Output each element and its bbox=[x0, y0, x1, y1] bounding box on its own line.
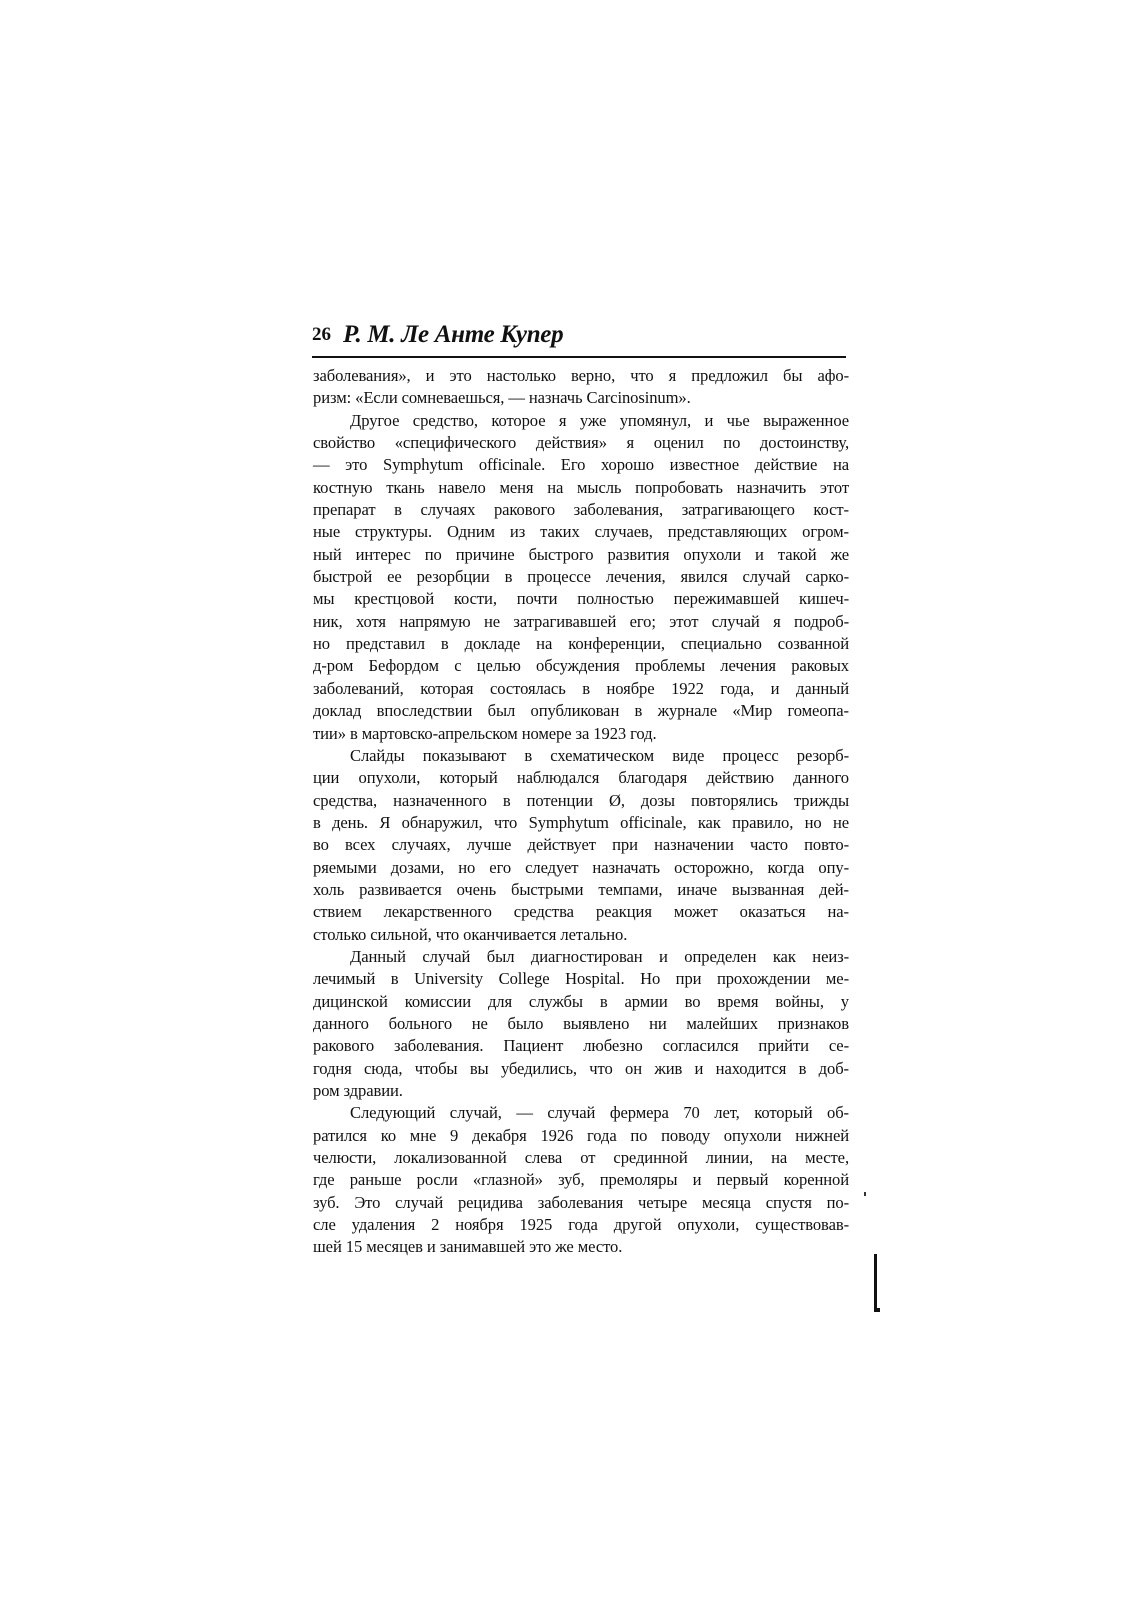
text-line: челюсти, локализованной слева от срединной линии, на месте, bbox=[313, 1148, 849, 1168]
page-number: 26 bbox=[312, 324, 331, 345]
text-line: в день. Я обнаружил, что Symphytum officinale, как правило, но не bbox=[313, 812, 849, 832]
text-line: но представил в докладе на конференции, специально созванной bbox=[313, 634, 849, 654]
text-line: ризм: «Если сомневаешься, — назначь Carcinosinum». bbox=[313, 388, 691, 408]
body-text bbox=[313, 365, 849, 1259]
text-line: Следующий случай, — случай фермера 70 лет, который об- bbox=[350, 1103, 849, 1123]
text-line: ник, хотя напрямую не затрагивавшей его; этот случай я подроб- bbox=[313, 611, 849, 631]
text-line: быстрой ее резорбции в процессе лечения, явился случай сарко- bbox=[313, 567, 849, 587]
page-header bbox=[312, 322, 846, 358]
text-line: ром здравии. bbox=[313, 1081, 403, 1100]
text-line: Другое средство, которое я уже упомянул, и чье выраженное bbox=[350, 410, 849, 430]
text-line: Слайды показывают в схематическом виде процесс резорб- bbox=[350, 745, 849, 765]
text-line: холь развивается очень быстрыми темпами, иначе вызванная дей- bbox=[313, 879, 849, 899]
text-line: — это Symphytum officinale. Его хорошо известное действие на bbox=[313, 455, 849, 475]
text-line: препарат в случаях ракового заболевания, затрагивающего кост- bbox=[313, 500, 849, 520]
text-line: где раньше росли «глазной» зуб, премоляры и первый коренной bbox=[313, 1170, 849, 1190]
text-line: ратился ко мне 9 декабря 1926 года по поводу опухоли нижней bbox=[313, 1125, 849, 1145]
text-line: во всех случаях, лучше действует при назначении часто повто- bbox=[313, 835, 849, 855]
text-line: ствием лекарственного средства реакция может оказаться на- bbox=[313, 902, 849, 922]
text-line: дицинской комиссии для службы в армии во время войны, у bbox=[313, 991, 849, 1011]
scan-speck bbox=[864, 1192, 866, 1196]
text-line: заболевания», и это настолько верно, что я предложил бы афо- bbox=[313, 366, 849, 385]
text-line: заболеваний, которая состоялась в ноябре 1922 года, и данный bbox=[313, 678, 849, 698]
text-line: ный интерес по причине быстрого развития опухоли и такой же bbox=[313, 544, 849, 564]
text-line: ные структуры. Одним из таких случаев, представляющих огром- bbox=[313, 522, 849, 542]
text-line: ракового заболевания. Пациент любезно согласился прийти се- bbox=[313, 1036, 849, 1056]
text-line: Данный случай был диагностирован и определен как неиз- bbox=[350, 946, 849, 966]
text-line: лечимый в University College Hospital. Но при прохождении ме- bbox=[313, 969, 849, 989]
text-line: годня сюда, чтобы вы убедились, что он жив и находится в доб- bbox=[313, 1058, 849, 1078]
text-line: д-ром Бефордом с целью обсуждения проблемы лечения раковых bbox=[313, 656, 849, 676]
text-line: ряемыми дозами, но его следует назначать осторожно, когда опу- bbox=[313, 857, 849, 877]
scan-margin-mark-foot bbox=[874, 1308, 880, 1312]
text-line: ции опухоли, который наблюдался благодаря действию данного bbox=[313, 768, 849, 788]
running-head: Р. М. Ле Анте Купер bbox=[343, 321, 564, 348]
text-line: столько сильной, что оканчивается летально. bbox=[313, 924, 628, 944]
text-line: средства, назначенного в потенции Ø, дозы повторялись трижды bbox=[313, 790, 849, 810]
text-line: доклад впоследствии был опубликован в журнале «Мир гомеопа- bbox=[313, 701, 849, 721]
text-line: данного больного не было выявлено ни малейших признаков bbox=[313, 1013, 849, 1033]
scan-margin-mark bbox=[874, 1254, 877, 1312]
text-line: костную ткань навело меня на мысль попробовать назначить этот bbox=[313, 477, 849, 497]
text-line: свойство «специфического действия» я оценил по достоинству, bbox=[313, 433, 849, 453]
text-line: тии» в мартовско-апрельском номере за 1923 год. bbox=[313, 723, 657, 743]
text-line: зуб. Это случай рецидива заболевания четыре месяца спустя по- bbox=[313, 1192, 849, 1212]
text-line: шей 15 месяцев и занимавшей это же место. bbox=[313, 1237, 623, 1257]
text-line: сле удаления 2 ноября 1925 года другой опухоли, существовав- bbox=[313, 1215, 849, 1235]
text-line: мы крестцовой кости, почти полностью пережимавшей кишеч- bbox=[313, 589, 849, 609]
